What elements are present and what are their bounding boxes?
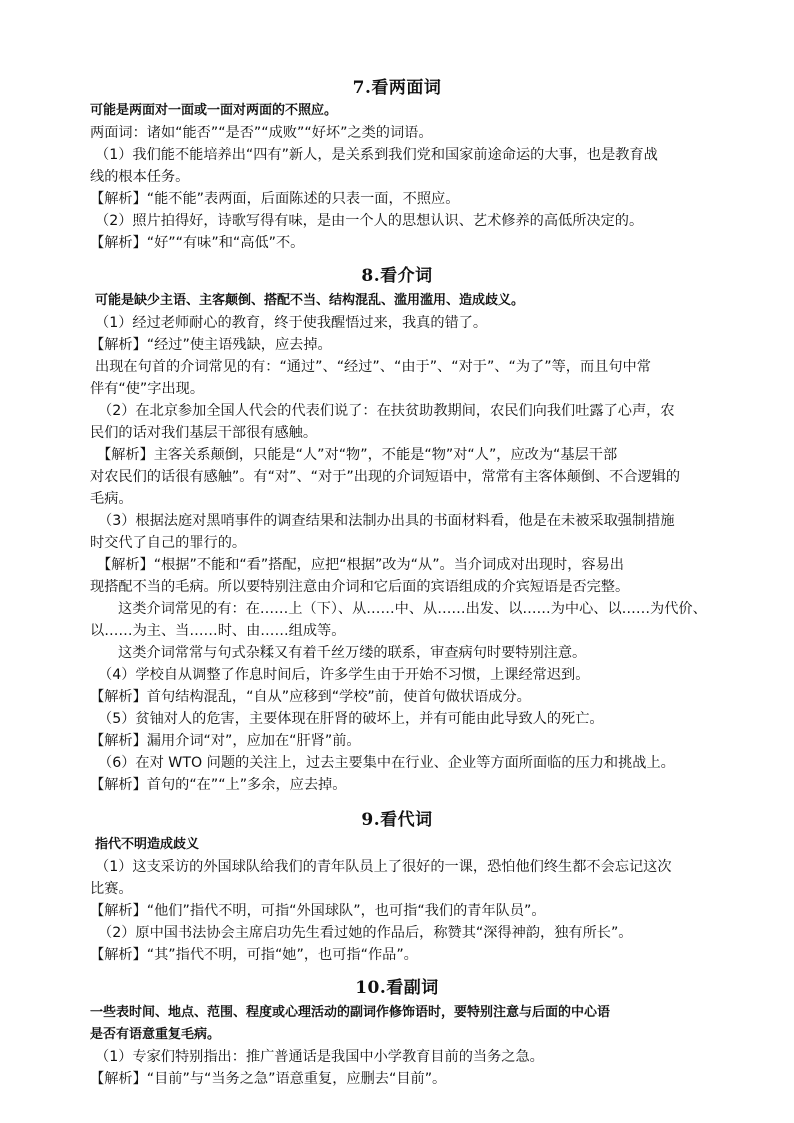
text-line: 对农民们的话很有感触”。有“对”、“对于”出现的介词短语中，常常有主客体颠倒、不合逻辑的 [90,469,681,485]
analysis-line: 【解析】“他们”指代不明，可指“外国球队”，也可指“我们的青年队员”。 [90,903,546,919]
analysis-line: 【解析】“好”“有味”和“高低”不。 [90,235,305,251]
analysis-line: 【解析】“目前”与“当务之急”语意重复，应删去“目前”。 [90,1071,447,1087]
example-line: （6）在对 WTO 问题的关注上，过去主要集中在行业、企业等方面所面临的压力和挑战上。 [98,755,675,771]
section-title-9: 9.看代词 [361,810,433,830]
section-title-7: 7.看两面词 [352,78,442,98]
example-line: （1）我们能不能培养出“四有”新人，是关系到我们党和国家前途命运的大事，也是教育战 [95,147,658,163]
text-line: 这类介词常见的有：在……上（下）、从……中、从……出发、以……为中心、以……为代价、 [118,601,707,617]
example-line: （1）专家们特别指出：推广普通话是我国中小学教育目前的当务之急。 [95,1049,544,1065]
example-line: （2）在北京参加全国人代会的代表们说了：在扶贫助教期间，农民们向我们吐露了心声，农 [98,403,675,419]
text-line: 线的根本任务。 [90,169,190,185]
text-line: 这类介词常常与句式杂糅又有着千丝万缕的联系，审查病句时要特别注意。 [118,645,587,661]
text-line: 现搭配不当的毛病。所以要特别注意由介词和它后面的宾语组成的介宾短语是否完整。 [90,579,630,595]
text-line: 比赛。 [90,881,133,897]
analysis-line: 【解析】“经过”使主语残缺，应去掉。 [90,337,332,353]
section-9-summary: 指代不明造成歧义 [95,837,200,852]
section-title-8: 8.看介词 [361,266,433,286]
example-line: （4）学校自从调整了作息时间后，许多学生由于开始不习惯，上课经常迟到。 [98,667,590,683]
example-line: （2）原中国书法协会主席启功先生看过她的作品后，称赞其“深得神韵，独有所长”。 [98,925,633,941]
section-10-summary: 一些表时间、地点、范围、程度或心理活动的副词作修饰语时，要特别注意与后面的中心语 [90,1005,611,1020]
analysis-line: 【解析】主客关系颠倒，只能是“人”对“物”，不能是“物”对“人”，应改为“基层干部 [97,447,618,463]
text-line: 以……为主、当……时、由……组成等。 [90,623,346,639]
analysis-line: 【解析】漏用介词“对”，应加在“肝肾”前。 [90,733,361,749]
section-7-summary: 可能是两面对一面或一面对两面的不照应。 [90,103,338,118]
analysis-line: 【解析】“能不能”表两面，后面陈述的只表一面，不照应。 [90,191,460,207]
example-line: （1）这支采访的外国球队给我们的青年队员上了很好的一课，恐怕他们终生都不会忘记这次 [95,859,672,875]
example-line: （3）根据法庭对黑哨事件的调查结果和法制办出具的书面材料看，他是在未被采取强制措施 [98,513,675,529]
text-line: 时交代了自己的罪行的。 [90,535,247,551]
text-line: 出现在句首的介词常见的有：“通过”、“经过”、“由于”、“对于”、“为了”等，而且句中常 [95,359,651,375]
text-line: 民们的话对我们基层干部很有感触。 [90,425,318,441]
analysis-line: 【解析】首句的“在”“上”多余，应去掉。 [90,777,347,793]
text-line: 两面词：诸如“能否”“是否”“成败”“好坏”之类的词语。 [90,125,433,141]
section-8-summary: 可能是缺少主语、主客颠倒、搭配不当、结构混乱、滥用滥用、造成歧义。 [95,293,525,308]
analysis-line: 【解析】“其”指代不明，可指“她”，也可指“作品”。 [90,947,418,963]
text-line: 伴有“使”字出现。 [90,381,205,397]
text-line: 毛病。 [90,491,133,507]
example-line: （2）照片拍得好，诗歌写得有味，是由一个人的思想认识、艺术修养的高低所决定的。 [95,213,644,229]
example-line: （1）经过老师耐心的教育，终于使我醒悟过来，我真的错了。 [95,315,488,331]
example-line: （5）贫铀对人的危害，主要体现在肝肾的破坏上，并有可能由此导致人的死亡。 [98,711,604,727]
analysis-line: 【解析】首句结构混乱，“自从”应移到“学校”前，使首句做状语成分。 [90,689,531,705]
section-title-10: 10.看副词 [355,978,439,998]
analysis-line: 【解析】“根据”不能和“看”搭配，应把“根据”改为“从”。当介词成对出现时，容易出 [97,557,624,573]
section-10-summary-cont: 是否有语意重复毛病。 [90,1027,221,1042]
